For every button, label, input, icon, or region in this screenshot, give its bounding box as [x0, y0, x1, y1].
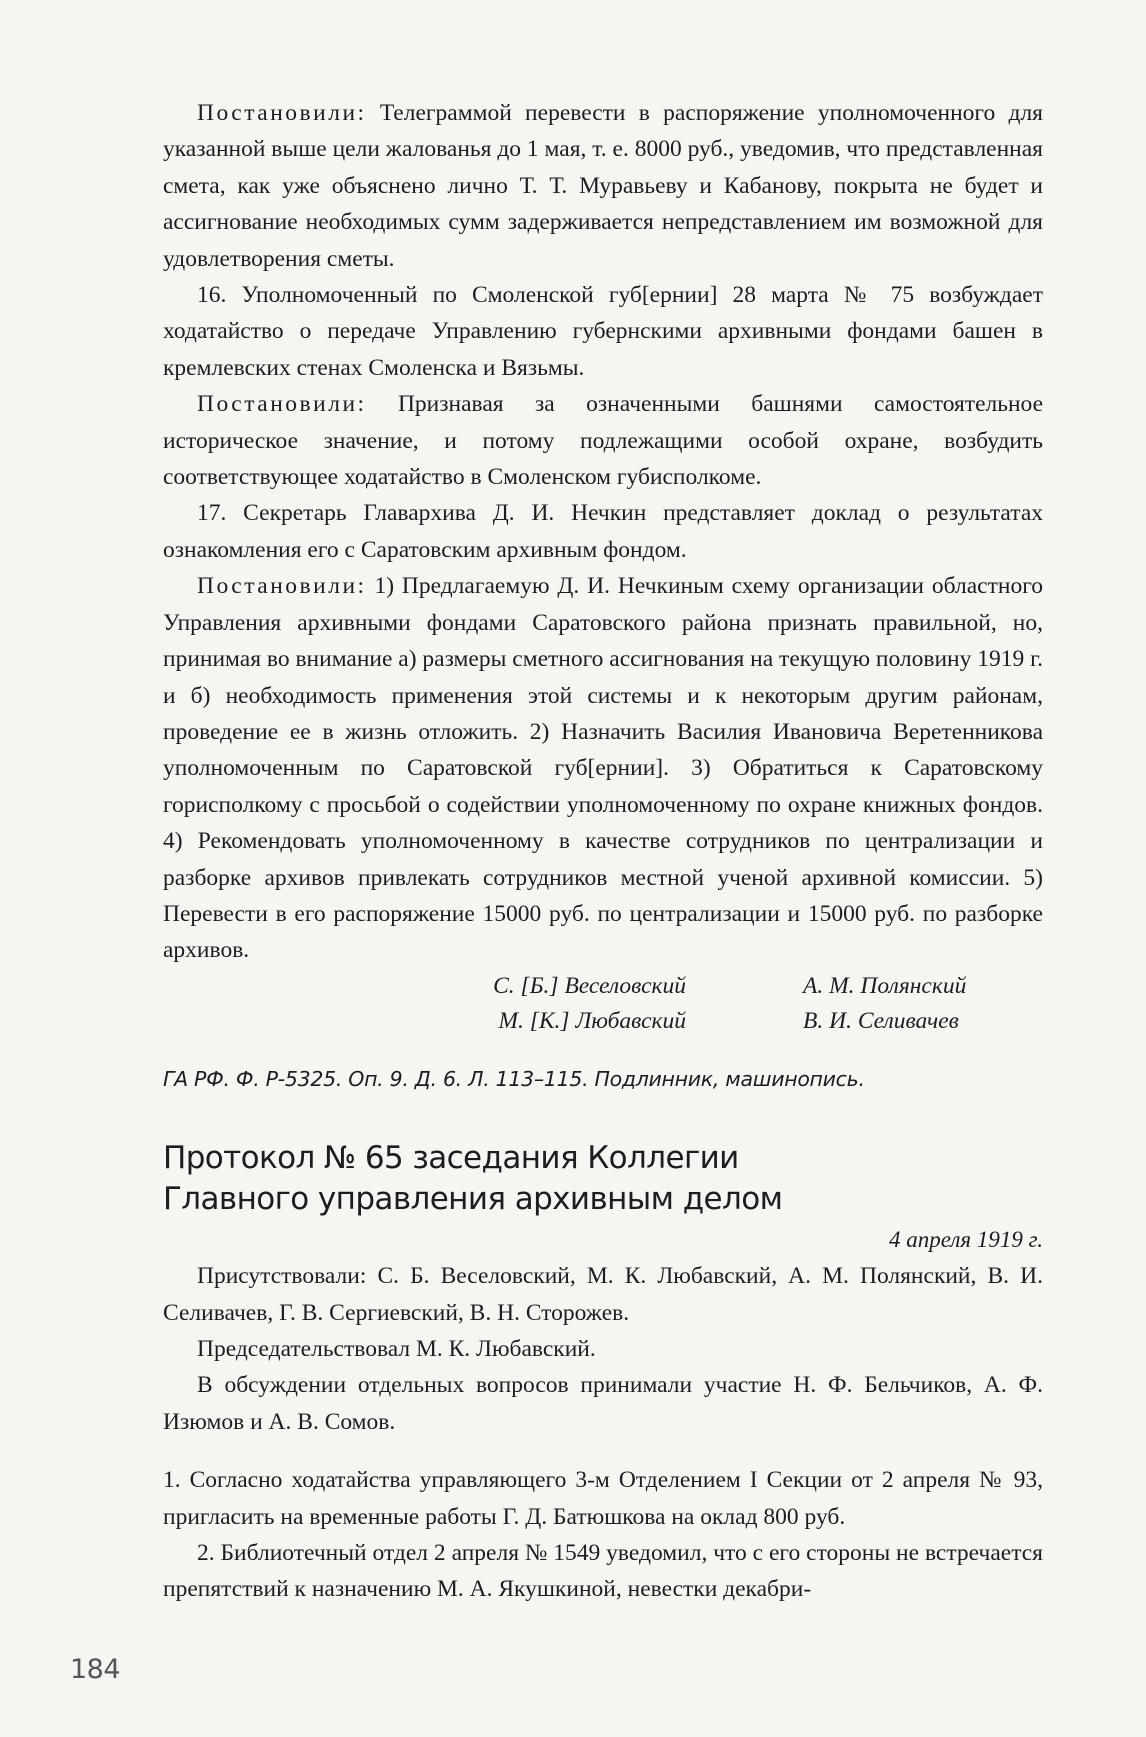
protocol-title-line-2: Главного управления архивным делом [163, 1180, 783, 1217]
protocol-item-2: 2. Библиотечный отдел 2 апреля № 1549 уведомил, что с его стороны не встречается препятствий к назначению М. А. Якушкиной, невестки декабри- [163, 1540, 1043, 1603]
item-16-paragraph: 16. Уполномоченный по Смоленской губ[ернии] 28 марта № 75 возбуждает ходатайство о передаче Управлению губернскими архивными фондами башен в кремлевских стенах Смоленска и Вязьмы. [163, 282, 1043, 381]
item-17-paragraph: 17. Секретарь Главархива Д. И. Нечкин представляет доклад о результатах ознакомления его с Саратовским архивным фондом. [163, 500, 1043, 563]
signature-left: М. [К.] Любавский [498, 1007, 686, 1034]
resolution-text: 1) Предлагаемую Д. И. Нечкиным схему организации областного Управления архивными фондами Саратовского района признать правильной, но, принимая во внимание а) размеры сметного ассигнования на текущую половину 1919 г. и б) необходимость применения этой системы и к некоторым другим районам, проведение ее в жизнь отложить. 2) Назначить Василия Ивановича Веретенникова уполномоченным по Саратовской губ[ернии]. 3) Обратиться к Саратовскому горисполкому с просьбой о содействии уполномоченному по охране книжных фондов. 4) Рекомендовать уполномоченному в качестве сотрудников по централизации и разборке архивов привлекать сотрудников местной ученой архивной комиссии. 5) Перевести в его распоряжение 15000 руб. по централизации и 15000 руб. по разборке архивов. [163, 573, 1043, 964]
archive-source-citation: ГА РФ. Ф. Р-5325. Оп. 9. Д. 6. Л. 113–115. Подлинник, машинопись. [163, 1066, 865, 1091]
signature-right: В. И. Селивачев [803, 1007, 959, 1034]
resolution-label: Постановили: [197, 100, 367, 126]
participants-paragraph: В обсуждении отдельных вопросов принимали участие Н. Ф. Бельчиков, А. Ф. Изюмов и А. В. Сомов. [163, 1372, 1043, 1435]
chair-paragraph: Председательствовал М. К. Любавский. [197, 1335, 596, 1362]
resolution-paragraph-1 [163, 95, 1043, 277]
protocol-title-line-1: Протокол № 65 заседания Коллегии [163, 1139, 739, 1176]
protocol-item-1: 1. Согласно ходатайства управляющего 3-м Отделением I Секции от 2 апреля № 93, пригласить на временные работы Г. Д. Батюшкова на оклад 800 руб. [163, 1467, 1043, 1530]
protocol-title [163, 1138, 1043, 1220]
page-body [163, 95, 1043, 1608]
resolution-label: Постановили: [197, 573, 367, 600]
page-number: 184 [70, 1654, 121, 1685]
signature-left: С. [Б.] Веселовский [493, 972, 686, 999]
signature-row [163, 969, 1043, 1004]
signature-row [163, 1004, 1043, 1039]
resolution-label: Постановили: [197, 391, 367, 418]
protocol-date: 4 апреля 1919 г. [888, 1226, 1043, 1252]
resolution-paragraph-3 [163, 568, 1043, 968]
attendees-paragraph: Присутствовали: С. Б. Веселовский, М. К. Любавский, А. М. Полянский, В. И. Селивачев, Г. В. Сергиевский, В. Н. Сторожев. [163, 1263, 1043, 1326]
signature-right: А. М. Полянский [803, 972, 967, 999]
resolution-text: Признавая за означенными башнями самостоятельное историческое значение, и потому подлежащими особой охране, возбудить соответствующее ходатайство в Смоленском губисполкоме. [163, 391, 1043, 491]
resolution-text: Телеграммой перевести в распоряжение уполномоченного для указанной выше цели жалованья до 1 мая, т. е. 8000 руб., уведомив, что представленная смета, как уже объяснено лично Т. Т. Муравьеву и Кабанову, покрыта не будет и ассигнование необходимых сумм задерживается непредставлением им возможной для удовлетворения сметы. [163, 100, 1043, 272]
resolution-paragraph-2 [163, 386, 1043, 495]
